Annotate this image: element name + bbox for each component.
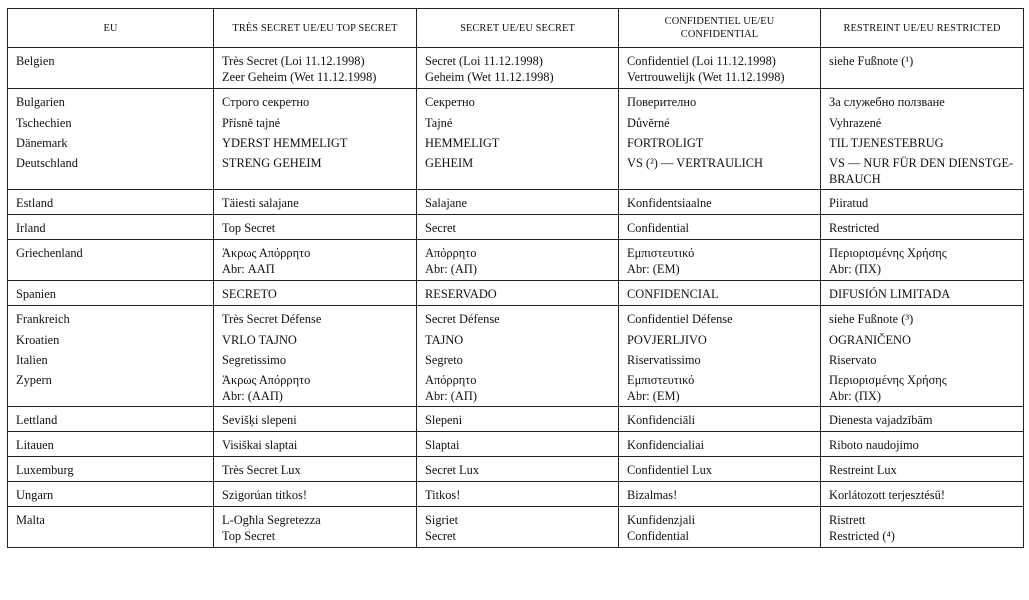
table-row [8, 407, 1024, 432]
cell-line: Abr: ΑΑΠ [222, 262, 275, 276]
table-row [8, 482, 1024, 507]
cell-line: Riservato [829, 353, 877, 367]
cell-line: Abr: (ΕΜ) [627, 389, 680, 403]
cell-line: Confidential [627, 529, 689, 543]
secret-cell [417, 432, 619, 457]
country-cell [8, 330, 214, 350]
cell-line: YDERST HEMMELIGT [222, 136, 348, 150]
country-cell [8, 306, 214, 331]
top-secret-cell [214, 330, 417, 350]
country-cell [8, 89, 214, 114]
top-secret-cell [214, 407, 417, 432]
cell-line: Confidentiel Lux [627, 463, 712, 477]
cell-line: Secret Défense [425, 312, 500, 326]
country-cell [8, 350, 214, 370]
table-row [8, 432, 1024, 457]
cell-line: Sevišķi slepeni [222, 413, 297, 427]
cell-line: Deutschland [16, 156, 78, 170]
secret-cell [417, 113, 619, 133]
cell-line: Riboto naudojimo [829, 438, 919, 452]
secret-cell [417, 48, 619, 89]
cell-line: Vertrouwelijk (Wet 11.12.1998) [627, 70, 785, 84]
secret-cell [417, 281, 619, 306]
cell-line: Vyhrazené [829, 116, 882, 130]
cell-line: SECRETO [222, 287, 277, 301]
top-secret-cell [214, 281, 417, 306]
cell-line: Απόρρητο [425, 246, 477, 260]
cell-line: Εμπιστευτικό [627, 373, 695, 387]
cell-line: VS (²) — VERTRAULICH [627, 156, 763, 170]
cell-line: FORTROLIGT [627, 136, 704, 150]
cell-line: Άκρως Απόρρητο [222, 246, 311, 260]
restricted-cell [821, 281, 1024, 306]
restricted-cell [821, 457, 1024, 482]
restricted-cell [821, 350, 1024, 370]
cell-line: Důvěrné [627, 116, 670, 130]
cell-line: Restricted (⁴) [829, 529, 895, 543]
cell-line: Top Secret [222, 221, 276, 235]
cell-line: CONFIDENCIAL [627, 287, 719, 301]
cell-line: Frankreich [16, 312, 70, 326]
country-cell [8, 407, 214, 432]
cell-line: За служебно ползване [829, 95, 945, 109]
country-cell [8, 432, 214, 457]
country-cell [8, 133, 214, 153]
cell-line: Εμπιστευτικό [627, 246, 695, 260]
cell-line: Griechenland [16, 246, 83, 260]
country-cell [8, 281, 214, 306]
country-cell [8, 482, 214, 507]
restricted-cell [821, 133, 1024, 153]
cell-line: Segretissimo [222, 353, 287, 367]
cell-line: Slaptai [425, 438, 460, 452]
restricted-cell [821, 190, 1024, 215]
cell-line: L-Ogħla Segretezza [222, 513, 321, 527]
confidential-cell [619, 190, 821, 215]
table-row [8, 457, 1024, 482]
top-secret-cell [214, 113, 417, 133]
cell-line: Belgien [16, 54, 55, 68]
cell-line: Abr: (ΑΑΠ) [222, 389, 283, 403]
confidential-cell [619, 215, 821, 240]
confidential-cell [619, 89, 821, 114]
cell-line: Très Secret (Loi 11.12.1998) [222, 54, 365, 68]
table-row [8, 215, 1024, 240]
cell-line: Szigorúan titkos! [222, 488, 308, 502]
cell-line: TAJNO [425, 333, 464, 347]
header-confidential-line1: CONFIDENTIEL UE/EU [664, 16, 775, 27]
cell-line: DIFUSIÓN LIMITADA [829, 287, 951, 301]
cell-line: Très Secret Défense [222, 312, 322, 326]
cell-line: Kunfidenzjali [627, 513, 696, 527]
cell-line: Περιορισμένης Χρήσης [829, 373, 947, 387]
cell-line: Секретно [425, 95, 475, 109]
cell-line: Konfidencialiai [627, 438, 705, 452]
country-cell [8, 507, 214, 548]
cell-line: Spanien [16, 287, 56, 301]
table-row [8, 190, 1024, 215]
confidential-cell [619, 48, 821, 89]
restricted-cell [821, 407, 1024, 432]
cell-line: Très Secret Lux [222, 463, 301, 477]
country-cell [8, 48, 214, 89]
table-row [8, 330, 1024, 350]
cell-line: Tajné [425, 116, 453, 130]
cell-line: Dienesta vajadzībām [829, 413, 933, 427]
cell-line: Restreint Lux [829, 463, 897, 477]
cell-line: Abr: (ΑΠ) [425, 389, 477, 403]
cell-line: Korlátozott terjesztésű! [829, 488, 945, 502]
cell-line: Riservatissimo [627, 353, 701, 367]
cell-line: Abr: (ΕΜ) [627, 262, 680, 276]
cell-line: Segreto [425, 353, 463, 367]
cell-line: POVJERLJIVO [627, 333, 707, 347]
cell-line: siehe Fußnote (¹) [829, 54, 914, 68]
header-confidential-line2: CONFIDENTIAL [680, 29, 759, 40]
table-row [8, 133, 1024, 153]
cell-line: Απόρρητο [425, 373, 477, 387]
secret-cell [417, 215, 619, 240]
cell-line: Ungarn [16, 488, 54, 502]
restricted-cell [821, 153, 1024, 190]
cell-line: Abr: (ΑΠ) [425, 262, 477, 276]
cell-line: Secret (Loi 11.12.1998) [425, 54, 543, 68]
cell-line: Dänemark [16, 136, 68, 150]
cell-line: Top Secret [222, 529, 276, 543]
cell-line: HEMMELIGT [425, 136, 500, 150]
secret-cell [417, 482, 619, 507]
restricted-cell [821, 482, 1024, 507]
cell-line: Estland [16, 196, 54, 210]
cell-line: Abr: (ΠΧ) [829, 389, 881, 403]
top-secret-cell [214, 432, 417, 457]
table-row [8, 281, 1024, 306]
header-top-secret: TRÈS SECRET UE/EU TOP SECRET [214, 9, 417, 48]
country-cell [8, 153, 214, 190]
top-secret-cell [214, 190, 417, 215]
country-cell [8, 215, 214, 240]
secret-cell [417, 133, 619, 153]
cell-line: RESERVADO [425, 287, 497, 301]
table-header-row [8, 9, 1024, 48]
confidential-cell [619, 370, 821, 407]
top-secret-cell [214, 215, 417, 240]
secret-cell [417, 190, 619, 215]
restricted-cell [821, 306, 1024, 331]
cell-line: Abr: (ΠΧ) [829, 262, 881, 276]
secret-cell [417, 153, 619, 190]
restricted-cell [821, 240, 1024, 281]
cell-line: Salajane [425, 196, 467, 210]
restricted-cell [821, 370, 1024, 407]
cell-line: Tschechien [16, 116, 72, 130]
cell-line: Bulgarien [16, 95, 65, 109]
top-secret-cell [214, 240, 417, 281]
confidential-cell [619, 153, 821, 190]
table-row [8, 153, 1024, 190]
country-cell [8, 240, 214, 281]
confidential-cell [619, 482, 821, 507]
secret-cell [417, 306, 619, 331]
top-secret-cell [214, 457, 417, 482]
secret-cell [417, 240, 619, 281]
restricted-cell [821, 215, 1024, 240]
cell-line: TIL TJENESTEBRUG [829, 136, 944, 150]
cell-line: Litauen [16, 438, 54, 452]
confidential-cell [619, 281, 821, 306]
cell-line: Confidential [627, 221, 689, 235]
cell-line: Sigriet [425, 513, 459, 527]
cell-line: Περιορισμένης Χρήσης [829, 246, 947, 260]
secret-cell [417, 89, 619, 114]
cell-line: Irland [16, 221, 46, 235]
country-cell [8, 457, 214, 482]
header-secret: SECRET UE/EU SECRET [417, 9, 619, 48]
table-row [8, 350, 1024, 370]
restricted-cell [821, 89, 1024, 114]
cell-line: Secret [425, 529, 456, 543]
top-secret-cell [214, 507, 417, 548]
confidential-cell [619, 133, 821, 153]
table-row [8, 89, 1024, 114]
secret-cell [417, 350, 619, 370]
restricted-cell [821, 507, 1024, 548]
cell-line: Titkos! [425, 488, 461, 502]
confidential-cell [619, 306, 821, 331]
top-secret-cell [214, 350, 417, 370]
top-secret-cell [214, 153, 417, 190]
secret-cell [417, 370, 619, 407]
cell-line: VS — NUR FÜR DEN DIENSTGE- [829, 156, 1014, 170]
cell-line: Luxemburg [16, 463, 74, 477]
classification-table [7, 8, 1024, 548]
country-cell [8, 370, 214, 407]
cell-line: Geheim (Wet 11.12.1998) [425, 70, 554, 84]
cell-line: Zeer Geheim (Wet 11.12.1998) [222, 70, 377, 84]
top-secret-cell [214, 133, 417, 153]
confidential-cell [619, 457, 821, 482]
cell-line: Malta [16, 513, 45, 527]
table-row [8, 507, 1024, 548]
cell-line: Zypern [16, 373, 52, 387]
restricted-cell [821, 432, 1024, 457]
country-cell [8, 190, 214, 215]
restricted-cell [821, 330, 1024, 350]
top-secret-cell [214, 370, 417, 407]
secret-cell [417, 457, 619, 482]
table-row [8, 306, 1024, 331]
cell-line: Confidentiel Défense [627, 312, 733, 326]
secret-cell [417, 407, 619, 432]
confidential-cell [619, 113, 821, 133]
table-row [8, 240, 1024, 281]
header-restricted: RESTREINT UE/EU RESTRICTED [821, 9, 1024, 48]
table-row [8, 48, 1024, 89]
cell-line: Άκρως Απόρρητο [222, 373, 311, 387]
cell-line: Строго секретно [222, 95, 310, 109]
cell-line: Visiškai slaptai [222, 438, 298, 452]
cell-line: Restricted [829, 221, 880, 235]
top-secret-cell [214, 48, 417, 89]
top-secret-cell [214, 306, 417, 331]
cell-line: Konfidentsiaalne [627, 196, 712, 210]
cell-line: VRLO TAJNO [222, 333, 297, 347]
top-secret-cell [214, 482, 417, 507]
cell-line: Lettland [16, 413, 58, 427]
cell-line: OGRANIČENO [829, 333, 911, 347]
cell-line: GEHEIM [425, 156, 474, 170]
country-cell [8, 113, 214, 133]
cell-line: Поверително [627, 95, 697, 109]
secret-cell [417, 507, 619, 548]
cell-line: Bizalmas! [627, 488, 678, 502]
header-confidential [619, 9, 821, 48]
header-eu: EU [8, 9, 214, 48]
restricted-cell [821, 113, 1024, 133]
cell-line: Italien [16, 353, 48, 367]
secret-cell [417, 330, 619, 350]
cell-line: Slepeni [425, 413, 463, 427]
table-row [8, 370, 1024, 407]
cell-line: Konfidenciāli [627, 413, 696, 427]
cell-line: Přísně tajné [222, 116, 281, 130]
restricted-cell [821, 48, 1024, 89]
cell-line: Kroatien [16, 333, 60, 347]
confidential-cell [619, 350, 821, 370]
confidential-cell [619, 330, 821, 350]
table-row [8, 113, 1024, 133]
cell-line: STRENG GEHEIM [222, 156, 322, 170]
confidential-cell [619, 240, 821, 281]
cell-line: Secret [425, 221, 456, 235]
confidential-cell [619, 432, 821, 457]
confidential-cell [619, 507, 821, 548]
cell-line: Ristrett [829, 513, 866, 527]
cell-line: Confidentiel (Loi 11.12.1998) [627, 54, 776, 68]
cell-line: Täiesti salajane [222, 196, 299, 210]
cell-line: Secret Lux [425, 463, 480, 477]
confidential-cell [619, 407, 821, 432]
cell-line: Piiratud [829, 196, 869, 210]
top-secret-cell [214, 89, 417, 114]
cell-line: BRAUCH [829, 172, 881, 186]
cell-line: siehe Fußnote (³) [829, 312, 914, 326]
